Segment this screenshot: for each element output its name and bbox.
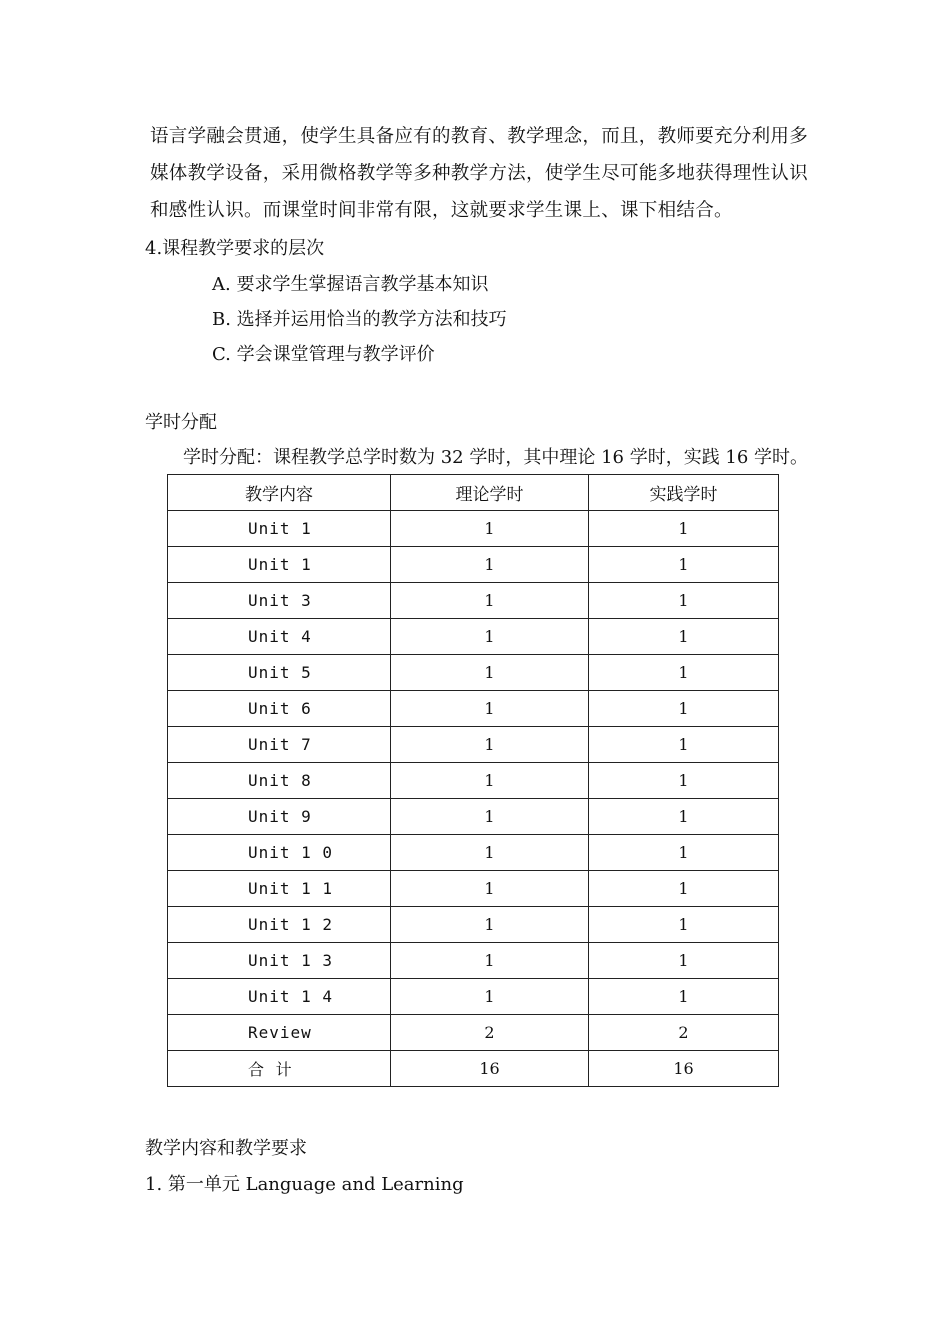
table-row [168, 583, 779, 619]
cell-practice-hours: 1 [589, 907, 779, 943]
table-row [168, 799, 779, 835]
table-row [168, 979, 779, 1015]
cell-content: Unit 1 4 [168, 979, 391, 1015]
table-row [168, 511, 779, 547]
table-row [168, 547, 779, 583]
cell-content: Unit 3 [168, 583, 391, 619]
intro-paragraph: 语言学融会贯通，使学生具备应有的教育、教学理念，而且，教师要充分利用多媒体教学设备，采用微格教学等多种教学方法，使学生尽可能多地获得理性认识和感性认识。而课堂时间非常有限，这就要求学生课上、课下相结合。 [150, 126, 809, 221]
cell-practice-hours: 1 [589, 583, 779, 619]
table-row [168, 655, 779, 691]
cell-practice-hours: 1 [589, 691, 779, 727]
cell-practice-hours: 2 [589, 1015, 779, 1051]
cell-theory-hours: 1 [391, 835, 589, 871]
header-practice-hours: 实践学时 [589, 475, 779, 511]
hours-table [167, 474, 779, 1087]
cell-theory-hours: 1 [391, 799, 589, 835]
cell-theory-hours: 1 [391, 619, 589, 655]
hours-summary: 学时分配：课程教学总学时数为 32 学时，其中理论 16 学时，实践 16 学时。 [183, 447, 809, 468]
table-row [168, 619, 779, 655]
cell-theory-hours: 16 [391, 1051, 589, 1087]
level-item-b: B. 选择并运用恰当的教学方法和技巧 [212, 309, 507, 330]
cell-content: Unit 1 3 [168, 943, 391, 979]
hours-heading: 学时分配 [145, 412, 217, 433]
cell-content: Unit 1 2 [168, 907, 391, 943]
cell-content: Unit 6 [168, 691, 391, 727]
levels-heading: 4.课程教学要求的层次 [145, 238, 325, 259]
cell-theory-hours: 2 [391, 1015, 589, 1051]
table-row [168, 1015, 779, 1051]
cell-theory-hours: 1 [391, 511, 589, 547]
cell-content: Unit 1 1 [168, 871, 391, 907]
cell-theory-hours: 1 [391, 943, 589, 979]
cell-content: Unit 8 [168, 763, 391, 799]
cell-practice-hours: 1 [589, 619, 779, 655]
header-theory-hours: 理论学时 [391, 475, 589, 511]
cell-content: Unit 5 [168, 655, 391, 691]
cell-theory-hours: 1 [391, 655, 589, 691]
level-item-c: C. 学会课堂管理与教学评价 [212, 344, 435, 365]
cell-content: Unit 9 [168, 799, 391, 835]
cell-theory-hours: 1 [391, 871, 589, 907]
cell-practice-hours: 1 [589, 655, 779, 691]
cell-content: Unit 4 [168, 619, 391, 655]
cell-theory-hours: 1 [391, 547, 589, 583]
cell-theory-hours: 1 [391, 583, 589, 619]
content-heading: 教学内容和教学要求 [145, 1138, 307, 1159]
table-row [168, 1051, 779, 1087]
table-row [168, 727, 779, 763]
table-row [168, 943, 779, 979]
cell-practice-hours: 1 [589, 727, 779, 763]
table-row [168, 691, 779, 727]
cell-practice-hours: 1 [589, 547, 779, 583]
table-row [168, 871, 779, 907]
cell-practice-hours: 1 [589, 511, 779, 547]
cell-theory-hours: 1 [391, 763, 589, 799]
cell-theory-hours: 1 [391, 907, 589, 943]
cell-content: Unit 1 0 [168, 835, 391, 871]
table-header-row [168, 475, 779, 511]
cell-practice-hours: 16 [589, 1051, 779, 1087]
cell-practice-hours: 1 [589, 871, 779, 907]
cell-content: 合 计 [168, 1051, 391, 1087]
cell-practice-hours: 1 [589, 799, 779, 835]
table-row [168, 763, 779, 799]
cell-theory-hours: 1 [391, 979, 589, 1015]
first-unit-line: 1. 第一单元 Language and Learning [145, 1174, 464, 1195]
cell-theory-hours: 1 [391, 727, 589, 763]
cell-content: Review [168, 1015, 391, 1051]
level-item-a: A. 要求学生掌握语言教学基本知识 [212, 274, 489, 295]
cell-content: Unit 1 [168, 547, 391, 583]
table-row [168, 835, 779, 871]
cell-practice-hours: 1 [589, 943, 779, 979]
cell-practice-hours: 1 [589, 835, 779, 871]
cell-practice-hours: 1 [589, 979, 779, 1015]
cell-content: Unit 1 [168, 511, 391, 547]
cell-content: Unit 7 [168, 727, 391, 763]
table-row [168, 907, 779, 943]
cell-practice-hours: 1 [589, 763, 779, 799]
header-content: 教学内容 [168, 475, 391, 511]
cell-theory-hours: 1 [391, 691, 589, 727]
